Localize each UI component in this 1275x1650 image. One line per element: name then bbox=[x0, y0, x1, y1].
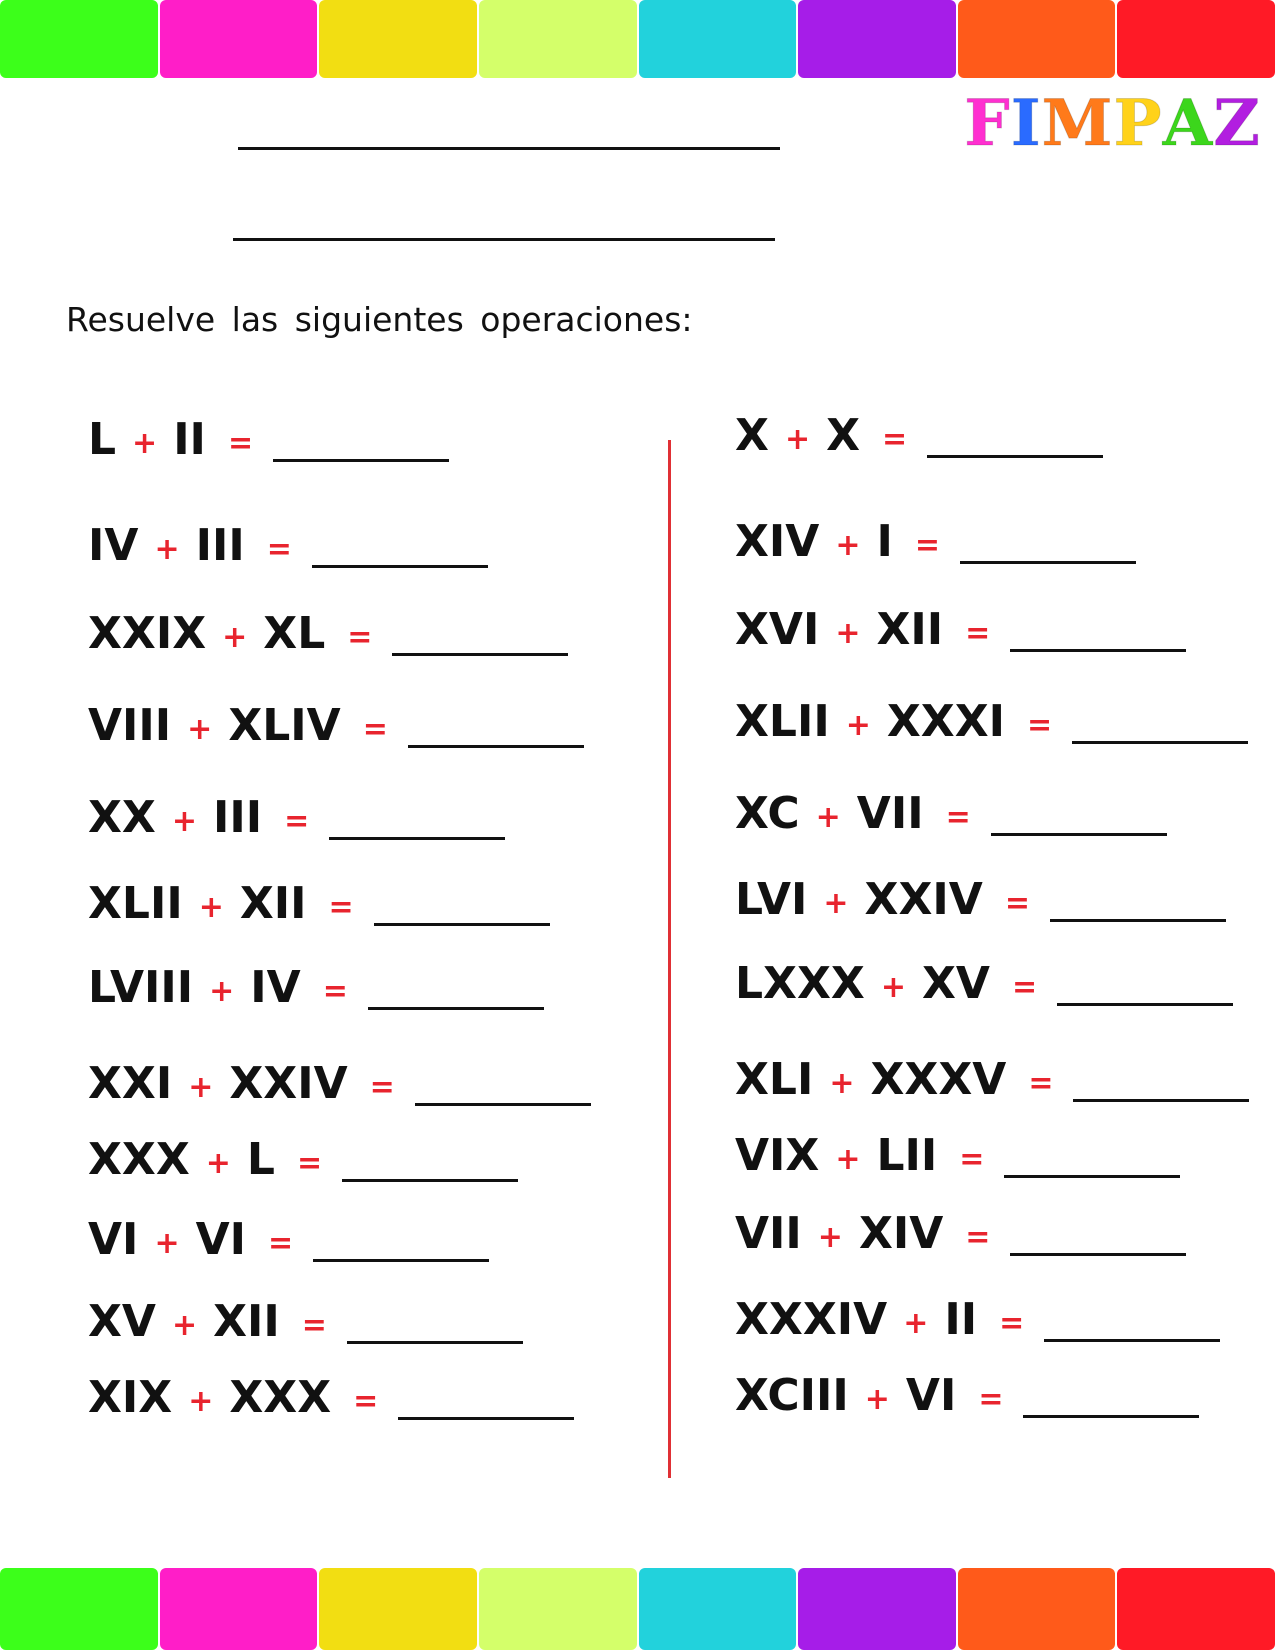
plus-sign: + bbox=[187, 712, 213, 747]
bottom-band-segment bbox=[160, 1568, 318, 1650]
equals-sign: = bbox=[266, 532, 292, 567]
top-band-segment bbox=[639, 0, 797, 78]
exercise-row bbox=[735, 504, 1275, 567]
top-color-band bbox=[0, 0, 1275, 78]
second-addend: I bbox=[876, 516, 893, 567]
equals-sign: = bbox=[978, 1382, 1004, 1417]
answer-blank[interactable] bbox=[312, 565, 488, 568]
plus-sign: + bbox=[880, 970, 906, 1005]
equals-sign: = bbox=[347, 620, 373, 655]
exercise-row bbox=[88, 1122, 648, 1185]
first-addend: XIV bbox=[735, 516, 820, 567]
answer-blank[interactable] bbox=[374, 923, 550, 926]
exercise-row bbox=[735, 1042, 1275, 1105]
second-addend: II bbox=[173, 414, 206, 465]
first-addend: L bbox=[88, 414, 117, 465]
plus-sign: + bbox=[188, 1384, 214, 1419]
instruction-text: Resuelve las siguientes operaciones: bbox=[66, 300, 693, 339]
answer-blank[interactable] bbox=[1072, 741, 1248, 744]
plus-sign: + bbox=[845, 708, 871, 743]
plus-sign: + bbox=[154, 1226, 180, 1261]
exercise-row bbox=[88, 950, 648, 1013]
first-addend: XV bbox=[88, 1296, 156, 1347]
answer-blank[interactable] bbox=[1010, 1253, 1186, 1256]
equals-sign: = bbox=[1004, 886, 1030, 921]
equals-sign: = bbox=[959, 1142, 985, 1177]
plus-sign: + bbox=[903, 1306, 929, 1341]
equals-sign: = bbox=[1028, 1066, 1054, 1101]
logo-letter: I bbox=[1010, 86, 1042, 161]
exercise-row bbox=[88, 1202, 648, 1265]
name-blank-line[interactable] bbox=[238, 147, 780, 150]
first-addend: VIX bbox=[735, 1130, 820, 1181]
answer-blank[interactable] bbox=[960, 561, 1136, 564]
equals-sign: = bbox=[268, 1226, 294, 1261]
bottom-band-segment bbox=[1117, 1568, 1275, 1650]
plus-sign: + bbox=[154, 532, 180, 567]
equals-sign: = bbox=[965, 1220, 991, 1255]
top-band-segment bbox=[1117, 0, 1275, 78]
brand-logo bbox=[964, 86, 1261, 161]
plus-sign: + bbox=[815, 800, 841, 835]
first-addend: XLII bbox=[88, 878, 183, 929]
equals-sign: = bbox=[1011, 970, 1038, 1005]
answer-blank[interactable] bbox=[927, 455, 1103, 458]
first-addend: VIII bbox=[88, 700, 172, 751]
answer-blank[interactable] bbox=[408, 745, 584, 748]
second-addend: XXIV bbox=[229, 1058, 348, 1109]
bottom-band-segment bbox=[639, 1568, 797, 1650]
equals-sign: = bbox=[1027, 708, 1053, 743]
plus-sign: + bbox=[171, 1308, 198, 1343]
first-addend: XXX bbox=[88, 1134, 190, 1185]
bottom-color-band bbox=[0, 1568, 1275, 1650]
answer-blank[interactable] bbox=[273, 459, 449, 462]
date-blank-line[interactable] bbox=[233, 238, 775, 241]
second-addend: II bbox=[944, 1294, 978, 1345]
equals-sign: = bbox=[999, 1306, 1025, 1341]
second-addend: XLIV bbox=[228, 700, 341, 751]
equals-sign: = bbox=[353, 1384, 379, 1419]
first-addend: XX bbox=[88, 792, 156, 843]
equals-sign: = bbox=[882, 422, 908, 457]
second-addend: L bbox=[246, 1134, 275, 1185]
top-band-segment bbox=[319, 0, 477, 78]
answer-blank[interactable] bbox=[1057, 1003, 1233, 1006]
first-addend: XLI bbox=[735, 1054, 814, 1105]
top-band-segment bbox=[160, 0, 318, 78]
logo-letter: Z bbox=[1213, 86, 1261, 161]
equals-sign: = bbox=[296, 1146, 323, 1181]
first-addend: LVI bbox=[735, 874, 808, 925]
second-addend: VII bbox=[856, 788, 924, 839]
equals-sign: = bbox=[322, 974, 348, 1009]
plus-sign: + bbox=[829, 1066, 855, 1101]
first-addend: X bbox=[735, 410, 769, 461]
bottom-band-segment bbox=[798, 1568, 956, 1650]
exercise-row bbox=[735, 398, 1275, 461]
plus-sign: + bbox=[132, 426, 158, 461]
answer-blank[interactable] bbox=[329, 837, 505, 840]
top-band-segment bbox=[958, 0, 1116, 78]
first-addend: VII bbox=[735, 1208, 802, 1259]
logo-letter: P bbox=[1113, 86, 1163, 161]
second-addend: XII bbox=[876, 604, 944, 655]
exercise-row bbox=[88, 402, 648, 465]
first-addend: XCIII bbox=[735, 1370, 849, 1421]
exercise-row bbox=[735, 862, 1275, 925]
exercise-row bbox=[88, 1046, 648, 1109]
exercise-row bbox=[88, 780, 648, 843]
plus-sign: + bbox=[835, 1142, 861, 1177]
column-divider bbox=[668, 440, 671, 1478]
exercise-row bbox=[88, 688, 648, 751]
exercise-row bbox=[735, 1118, 1275, 1181]
equals-sign: = bbox=[945, 800, 971, 835]
top-band-segment bbox=[798, 0, 956, 78]
bottom-band-segment bbox=[479, 1568, 637, 1650]
answer-blank[interactable] bbox=[1010, 649, 1186, 652]
plus-sign: + bbox=[198, 890, 224, 925]
equals-sign: = bbox=[227, 426, 254, 461]
exercise-row bbox=[88, 508, 648, 571]
second-addend: XXX bbox=[229, 1372, 332, 1423]
answer-blank[interactable] bbox=[1004, 1175, 1180, 1178]
top-band-segment bbox=[479, 0, 637, 78]
answer-blank[interactable] bbox=[415, 1103, 591, 1106]
answer-blank[interactable] bbox=[1073, 1099, 1249, 1102]
second-addend: X bbox=[826, 410, 861, 461]
plus-sign: + bbox=[222, 620, 248, 655]
exercise-row bbox=[735, 776, 1275, 839]
plus-sign: + bbox=[209, 974, 235, 1009]
equals-sign: = bbox=[284, 804, 310, 839]
equals-sign: = bbox=[328, 890, 354, 925]
first-addend: LXXX bbox=[735, 958, 865, 1009]
exercise-row bbox=[735, 592, 1275, 655]
exercise-row bbox=[735, 946, 1275, 1009]
plus-sign: + bbox=[171, 804, 197, 839]
answer-blank[interactable] bbox=[347, 1341, 523, 1344]
first-addend: XIX bbox=[88, 1372, 173, 1423]
bottom-band-segment bbox=[0, 1568, 158, 1650]
equals-sign: = bbox=[369, 1070, 395, 1105]
logo-letter: A bbox=[1162, 86, 1214, 161]
answer-blank[interactable] bbox=[368, 1007, 544, 1010]
second-addend: XV bbox=[921, 958, 990, 1009]
exercise-row bbox=[88, 1360, 648, 1423]
exercise-row bbox=[88, 866, 648, 929]
first-addend: VI bbox=[88, 1214, 139, 1265]
exercise-row bbox=[735, 1196, 1275, 1259]
second-addend: VI bbox=[905, 1370, 957, 1421]
answer-blank[interactable] bbox=[313, 1259, 489, 1262]
second-addend: IV bbox=[250, 962, 301, 1013]
first-addend: XC bbox=[735, 788, 800, 839]
second-addend: XII bbox=[239, 878, 307, 929]
logo-letter: M bbox=[1041, 86, 1114, 161]
first-addend: XXI bbox=[88, 1058, 173, 1109]
second-addend: XIV bbox=[858, 1208, 944, 1259]
plus-sign: + bbox=[823, 886, 849, 921]
plus-sign: + bbox=[817, 1220, 843, 1255]
plus-sign: + bbox=[835, 528, 861, 563]
second-addend: XXXI bbox=[886, 696, 1005, 747]
equals-sign: = bbox=[301, 1308, 327, 1343]
exercise-row bbox=[735, 1358, 1275, 1421]
first-addend: XVI bbox=[735, 604, 820, 655]
answer-blank[interactable] bbox=[1023, 1415, 1199, 1418]
first-addend: IV bbox=[88, 520, 139, 571]
first-addend: XXXIV bbox=[735, 1294, 888, 1345]
answer-blank[interactable] bbox=[392, 653, 568, 656]
second-addend: III bbox=[195, 520, 245, 571]
answer-blank[interactable] bbox=[1044, 1339, 1220, 1342]
second-addend: XXIV bbox=[864, 874, 983, 925]
answer-blank[interactable] bbox=[991, 833, 1167, 836]
equals-sign: = bbox=[362, 712, 388, 747]
bottom-band-segment bbox=[319, 1568, 477, 1650]
exercise-row bbox=[735, 1282, 1275, 1345]
answer-blank[interactable] bbox=[1050, 919, 1226, 922]
answer-blank[interactable] bbox=[342, 1179, 518, 1182]
second-addend: XXXV bbox=[870, 1054, 1007, 1105]
exercise-row bbox=[88, 596, 648, 659]
second-addend: XL bbox=[263, 608, 326, 659]
plus-sign: + bbox=[835, 616, 861, 651]
second-addend: LII bbox=[876, 1130, 938, 1181]
answer-blank[interactable] bbox=[398, 1417, 574, 1420]
second-addend: VI bbox=[195, 1214, 247, 1265]
plus-sign: + bbox=[864, 1382, 890, 1417]
exercise-row bbox=[88, 1284, 648, 1347]
first-addend: LVIII bbox=[88, 962, 194, 1013]
logo-letter: F bbox=[964, 86, 1011, 161]
bottom-band-segment bbox=[958, 1568, 1116, 1650]
plus-sign: + bbox=[188, 1070, 214, 1105]
second-addend: XII bbox=[213, 1296, 280, 1347]
plus-sign: + bbox=[784, 422, 811, 457]
first-addend: XLII bbox=[735, 696, 830, 747]
plus-sign: + bbox=[205, 1146, 231, 1181]
first-addend: XXIX bbox=[88, 608, 207, 659]
top-band-segment bbox=[0, 0, 158, 78]
exercise-row bbox=[735, 684, 1275, 747]
equals-sign: = bbox=[914, 528, 941, 563]
equals-sign: = bbox=[965, 616, 991, 651]
second-addend: III bbox=[213, 792, 263, 843]
